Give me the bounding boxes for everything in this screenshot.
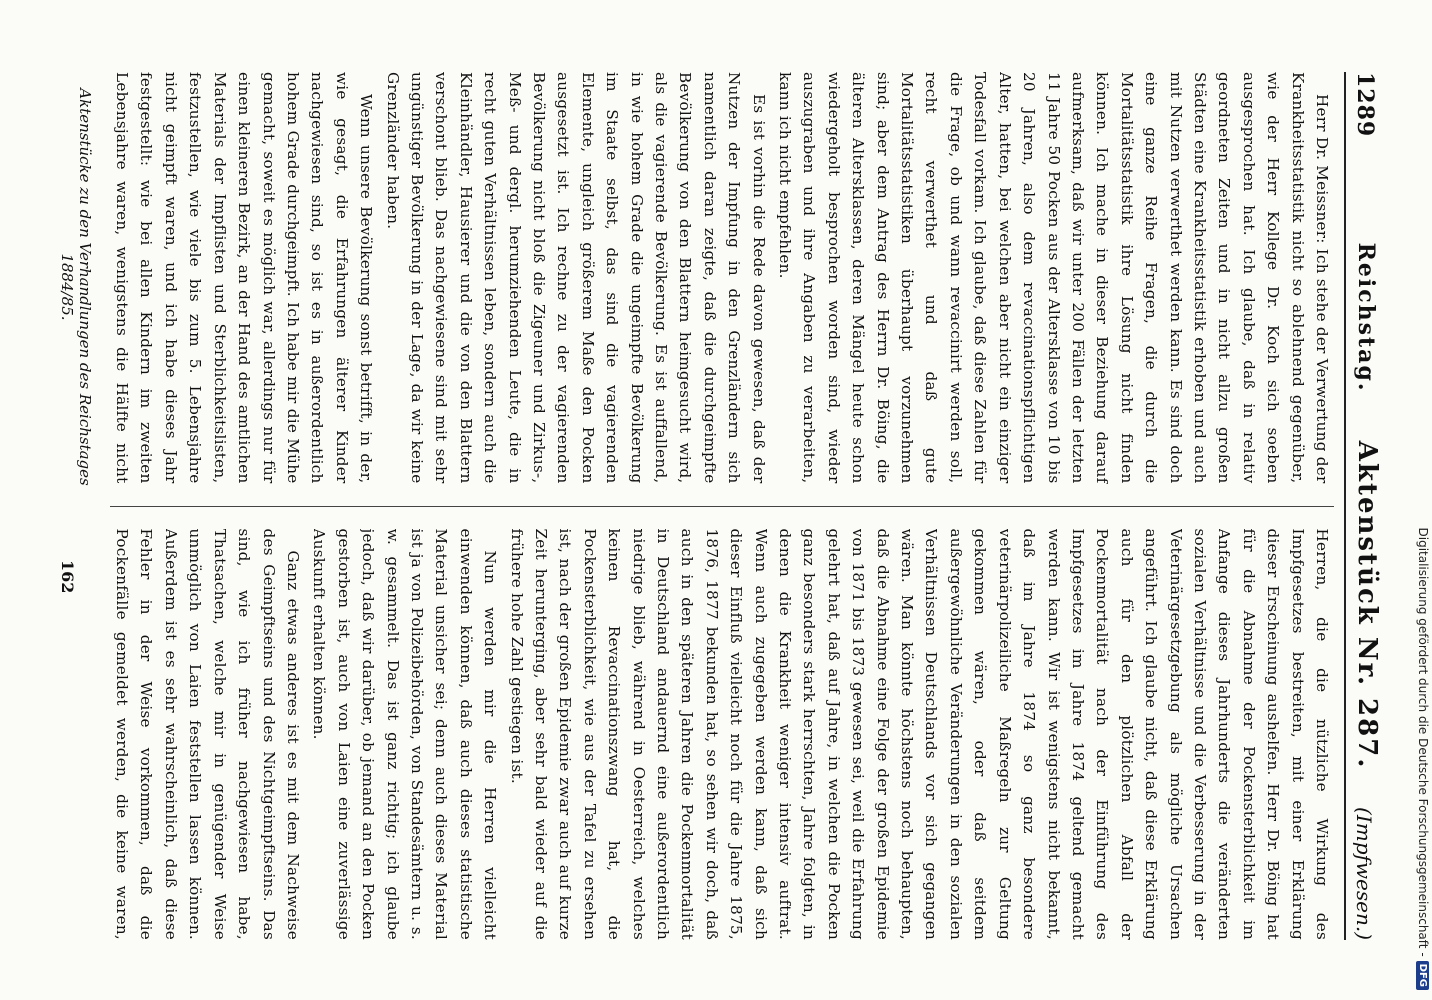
document-number: Aktenstück Nr. 287. bbox=[1352, 440, 1382, 770]
header-topic: (Impfwesen.) bbox=[1352, 807, 1376, 940]
paragraph: Nun werden mir die Herren vielleicht einwenden können, daß auch dieses statistische Material unsicher sei; denn auch dieses Material ist ja von Polizeibehörden, von Standesämtern u. s. w. gesammelt. Das ist ganz richtig; ich glaube jedoch, daß wir darüber, ob jemand an den Pocken gestorben ist, auch von Laien eine zuverlässige Auskunft erhalten können. bbox=[310, 528, 500, 940]
paragraph: Es ist vorhin die Rede davon gewesen, daß der Nutzen der Impfung in den Grenzländern sich namentlich daran zeigte, daß die durchgeimpfte Bevölkerung von den Blattern heimgesucht wird, als die vagierende Bevölkerung. Es ist auffallend, in wie hohem Grade die ungeimpfte Bevölkerung im Staate selbst, das sind die vagierenden Elemente, ungleich größerem Maße den Pocken ausgesetzt ist. Ich rechne zu der vagierenden Bevölkerung nicht bloß die Zigeuner und Zirkus-, Meß- und dergl. herumziehenden Leute, die in recht guten Verhältnissen leben, sondern auch die Kleinhändler, Hausierer und die von den Blattern verschont blieb. Das nachgewiesene sind mit sehr ungünstiger Bevölkerung in der Lage, da wir keine Grenzländer haben. bbox=[383, 72, 768, 484]
paragraph: Wenn unsere Bevölkerung sonst betrifft, in der, wie gesagt, die Erfahrungen älterer Kinder nachgewiesen sind, so ist es in außerordentlich hohem Grade durchgeimpft. Ich habe mir die Mühe gemacht, soweit es möglich war, allerdings nur für einen kleineren Bezirk, an der Hand des amtlichen Materials der Impflisten und Sterblichkeitslisten, festzustellen, wie viele bis zum 5. Lebensjahre nicht geimpft waren, und ich habe dieses Jahr festgestellt: wie bei allen Kindern im zweiten Lebensjahre waren, wenigstens die Hälfte nicht bbox=[113, 72, 376, 484]
credit-text: Digitalisierung gefördert durch die Deutsche Forschungsgemeinschaft - bbox=[1416, 527, 1430, 957]
publication-title: Reichstag. bbox=[1353, 242, 1379, 393]
paragraph: Herren, die die nützliche Wirkung des Impfgesetzes bestreiten, mit einer Erklärung dieser Erscheinung aushelfen. Herr Dr. Böing hat für die Abnahme der Pockensterblichkeit im Anfange dieses Jahrhunderts die veränderten sozialen Verhältnisse und die Verbesserung in der Veterinärgesetzgebung als mögliche Ursachen angeführt. Ich glaube nicht, daß diese Erklärung auch für den plötzlichen Abfall der Pockenmortalität nach der Einführung des Impfgesetzes im Jahre 1874 geltend gemacht werden kann. Wir ist wenigstens nicht bekannt, daß im Jahre 1874 so ganz besondere veterinärpolizeiliche Maßregeln zur Geltung gekommen wären, oder daß seitdem außergewöhnliche Veränderungen in den sozialen Verhältnissen Deutschlands vor sich gegangen wären. Man könnte höchstens noch behaupten, daß die Abnahme eine Folge der großen Epidemie von 1871 bis 1873 gewesen sei, weil die Erfahrung gelehrt hat, daß auf Jahre, in welchen die Pocken ganz besonders stark herrschten, Jahre folgten, in denen die Krankheit weniger intensiv auftrat. Wenn auch zugegeben werden kann, daß sich dieser Einfluß vielleicht noch für die Jahre 1875, 1876, 1877 bekunden hat, so sehen wir doch, daß auch in den späteren Jahren die Pockenmortalität in Deutschland andauernd eine außerordentlich niedrige blieb, während in Oesterreich, welches keinen Revaccinationszwang hat, die Pockensterblichkeit, wie aus der Tafel zu ersehen ist, nach der großen Epidemie zwar auch auf kurze Zeit herunterging, aber sehr bald wieder auf die frühere hohe Zahl gestiegen ist. bbox=[507, 528, 1331, 940]
column-divider bbox=[110, 506, 1334, 507]
paragraph: Ganz etwas anderes ist es mit dem Nachweise des Geimpftseins und des Nichtgeimpftseins. Das sind, wie ich früher nachgewiesen habe, Thatsachen, welche mir in genügender Weise unmöglich von Laien feststellen lassen können. Außerdem ist es sehr wahrscheinlich, daß diese Fehler in der Weise vorkommen, daß die Pockenfälle gemeldet werden, die keine waren, bbox=[113, 528, 302, 940]
sheet-signature: 162 bbox=[58, 560, 77, 594]
right-column bbox=[110, 529, 1334, 941]
text-columns bbox=[110, 72, 1334, 940]
paragraph: Herr Dr. Meissner: Ich stehe der Verwertung der Krankheitsstatistik nicht so ablehnend gegenüber, wie der Herr Kollege Dr. Koch sich soeben ausgesprochen hat. Ich glaube, daß in relativ geordneten Zeiten und in nicht allzu großen Städten eine Krankheitsstatistik erhoben und auch mit Nutzen verwerthet werden kann. Es sind doch eine ganze Reihe Fragen, die durch die Mortalitätsstatistik ihre Lösung nicht finden können. Ich mache in dieser Beziehung darauf aufmerksam, daß wir unter 200 Fällen der letzten 11 Jahre 50 Pocken aus der Altersklasse von 10 bis 20 Jahren, also dem revaccinationspflichtigen Alter, hatten, bei welchen aber nicht ein einziger Todesfall vorkam. Ich glaube, daß diese Zahlen für die Frage, ob und wann revaccinirt werden soll, recht verwerthet und daß gute Mortalitätsstatistiken überhaupt vorzunehmen sind; aber dem Antrag des Herrn Dr. Böing, die älteren Altersklassen, deren Mängel heute schon wiedergeholt besprochen worden sind, wieder auszugraben und ihre Angaben zu verarbeiten, kann ich nicht empfehlen. bbox=[776, 72, 1331, 484]
left-column bbox=[110, 72, 1334, 484]
page-number: 1289 bbox=[1352, 72, 1378, 138]
digitization-credit bbox=[1414, 0, 1432, 1000]
page-header bbox=[1344, 72, 1392, 940]
dfg-logo: DFG bbox=[1417, 961, 1430, 990]
source-note: Aktenstücke zu den Verhandlungen des Reichstages 1884/85. bbox=[58, 88, 94, 486]
